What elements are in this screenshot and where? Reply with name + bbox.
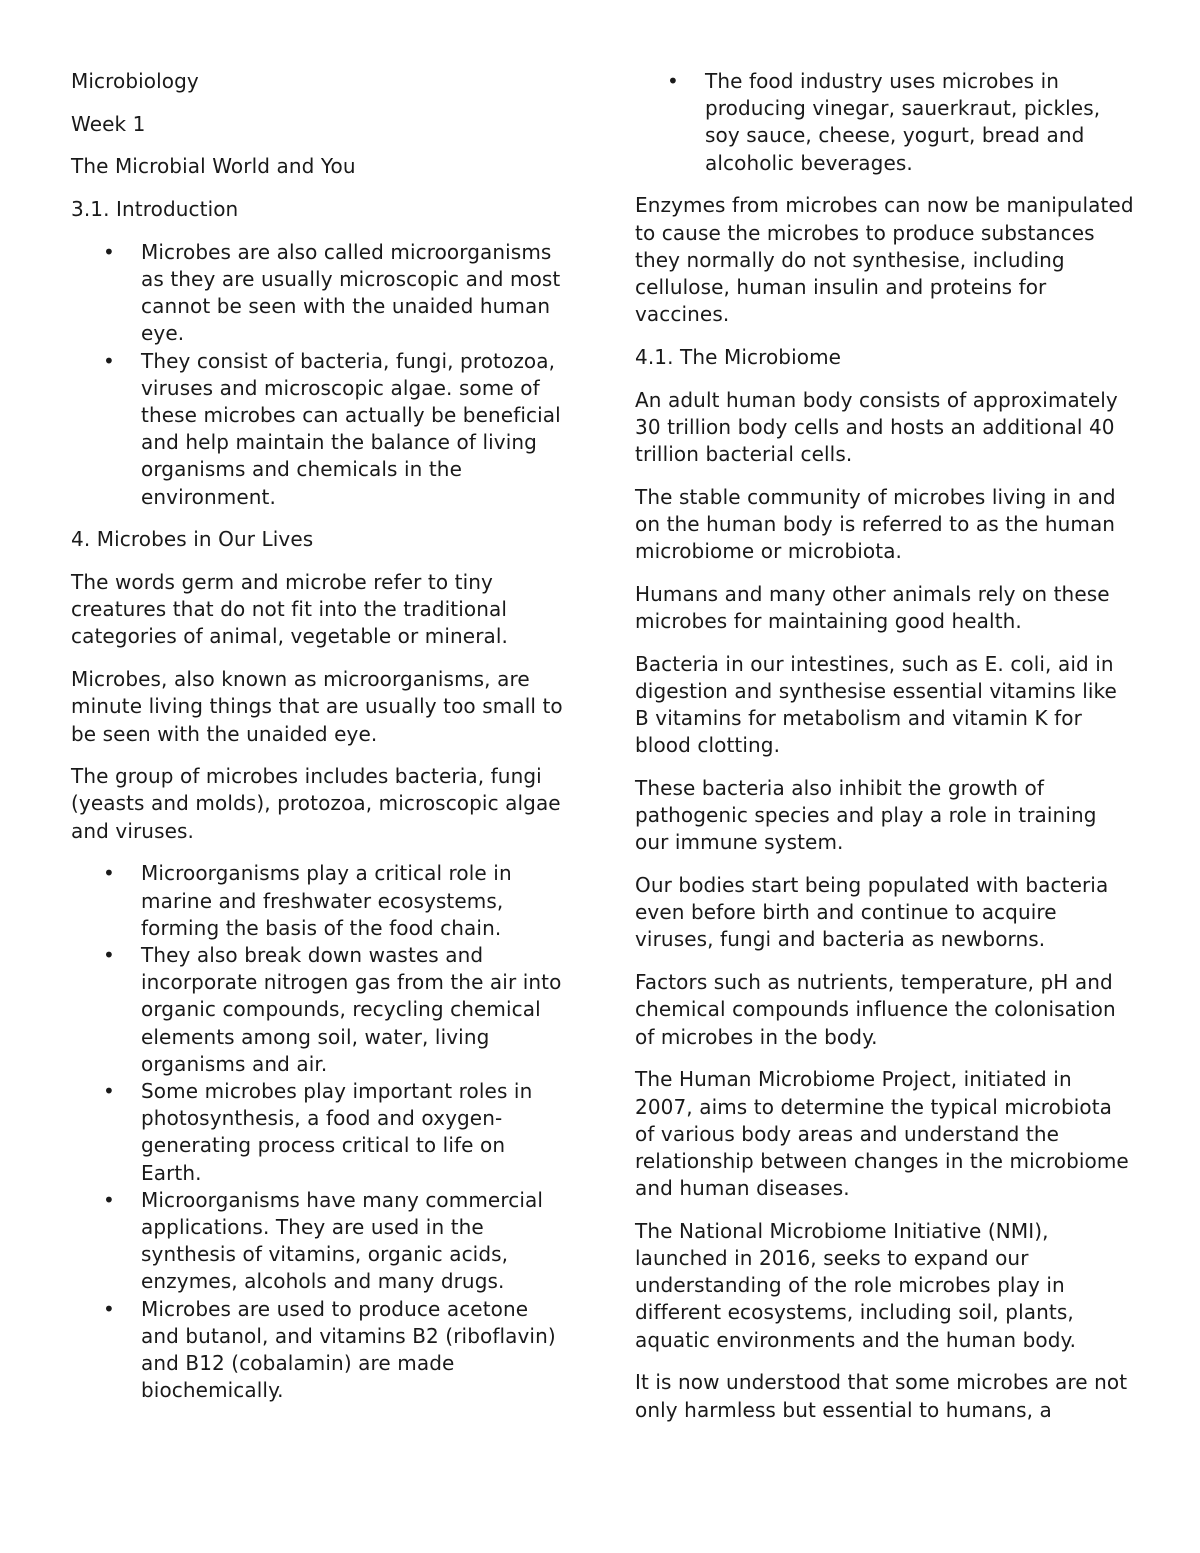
list-item: • They consist of bacteria, fungi, protozoa, viruses and microscopic algae. some of these microbes can actually be beneficial and help maintain the balance of living organisms and chemicals in the environment. [103, 348, 561, 509]
paragraph: Bacteria in our intestines, such as E. coli, aid in digestion and synthesise essential vitamins like B vitamins for metabolism and vitamin K for blood clotting. [635, 651, 1117, 758]
food-industry-bullet-list [635, 68, 1135, 177]
chapter-title: The Microbial World and You [71, 154, 356, 179]
paragraph: Factors such as nutrients, temperature, pH and chemical compounds influence the colonisation of microbes in the body. [635, 970, 1116, 1049]
bullet-icon: • [667, 69, 679, 93]
paragraph: Enzymes from microbes can now be manipulated to cause the microbes to produce substances they normally do not synthesise, including cellulose, human insulin and proteins for vaccines. [635, 193, 1134, 327]
paragraph: Humans and many other animals rely on these microbes for maintaining good health. [635, 581, 1110, 633]
bullet-icon: • [103, 239, 115, 264]
list-item: • Microorganisms have many commercial applications. They are used in the synthesis of vitamins, organic acids, enzymes, alcohols and many drugs. [103, 1187, 543, 1294]
list-item: • The food industry uses microbes in producing vinegar, sauerkraut, pickles, soy sauce, cheese, yogurt, bread and alcoholic beverages. [667, 69, 1101, 175]
section-heading-microbes-in-our-lives: 4. Microbes in Our Lives [71, 527, 314, 552]
paragraph: Our bodies start being populated with bacteria even before birth and continue to acquire viruses, fungi and bacteria as newborns. [635, 873, 1109, 952]
paragraph: The stable community of microbes living in and on the human body is referred to as the human microbiome or microbiota. [635, 484, 1116, 564]
paragraph: The words germ and microbe refer to tiny creatures that do not fit into the traditional categories of animal, vegetable or mineral. [71, 570, 509, 649]
bullet-icon: • [103, 861, 115, 886]
bullet-icon: • [103, 942, 115, 967]
bullet-icon: • [103, 1187, 115, 1212]
document-title: Microbiology [71, 69, 199, 93]
list-item: • Microbes are used to produce acetone and butanol, and vitamins B2 (riboflavin) and B12 (cobalamin) are made biochemically. [103, 1296, 556, 1403]
intro-bullet-list [71, 239, 567, 511]
bullet-icon: • [103, 1079, 115, 1103]
section-heading-microbiome: 4.1. The Microbiome [635, 344, 842, 369]
lives-bullet-list [71, 860, 567, 1404]
list-item: • Some microbes play important roles in photosynthesis, a food and oxygen-generating process critical to life on Earth. [103, 1079, 533, 1185]
list-item: • They also break down wastes and incorporate nitrogen gas from the air into organic compounds, recycling chemical elements among soil, water, living organisms and air. [103, 942, 562, 1076]
paragraph: It is now understood that some microbes are not only harmless but essential to humans, a [635, 1370, 1128, 1422]
left-column [71, 68, 567, 1420]
paragraph: The Human Microbiome Project, initiated in 2007, aims to determine the typical microbiota of various body areas and understand the relationship between changes in the microbiome and human diseases. [635, 1067, 1129, 1201]
list-item: • Microorganisms play a critical role in marine and freshwater ecosystems, forming the basis of the food chain. [103, 861, 512, 940]
paragraph: These bacteria also inhibit the growth of pathogenic species and play a role in training our immune system. [635, 775, 1097, 855]
week-label: Week 1 [71, 111, 146, 136]
bullet-icon: • [103, 1296, 115, 1321]
bullet-icon: • [103, 348, 115, 373]
paragraph: Microbes, also known as microorganisms, are minute living things that are usually too small to be seen with the unaided eye. [71, 667, 563, 746]
paragraph: The National Microbiome Initiative (NMI), launched in 2016, seeks to expand our understanding of the role microbes play in different ecosystems, including soil, plants, aquatic environments and the human body. [635, 1218, 1077, 1352]
paragraph: An adult human body consists of approximately 30 trillion body cells and hosts an additional 40 trillion bacterial cells. [635, 387, 1118, 466]
paragraph: The group of microbes includes bacteria, fungi (yeasts and molds), protozoa, microscopic algae and viruses. [71, 764, 561, 843]
list-item: • Microbes are also called microorganisms as they are usually microscopic and most cannot be seen with the unaided human eye. [103, 239, 561, 346]
section-heading-introduction: 3.1. Introduction [71, 197, 239, 222]
right-column [635, 68, 1135, 1439]
